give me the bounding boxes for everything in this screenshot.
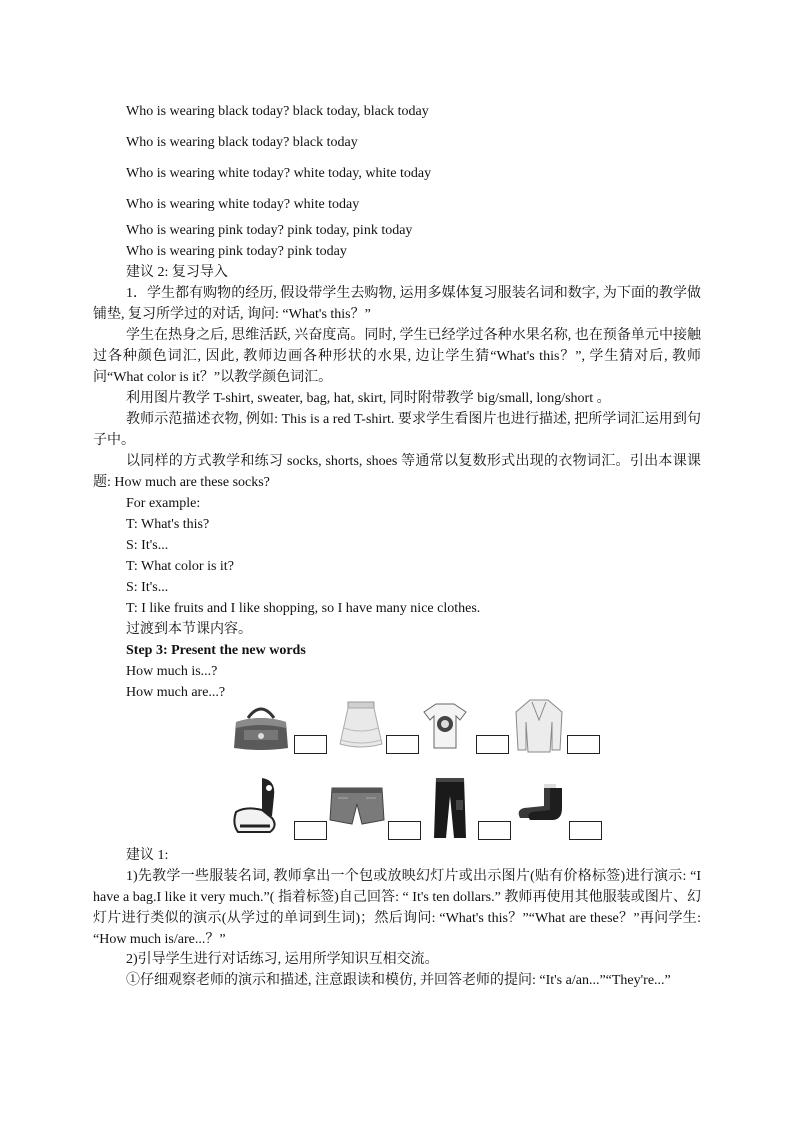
paragraph: 利用图片教学 T-shirt, sweater, bag, hat, skirt, 同时附带教学 big/small, long/short 。	[126, 391, 611, 406]
socks-image	[514, 782, 566, 822]
how-much-line: How much are...?	[126, 685, 226, 700]
shoes-image	[232, 776, 288, 838]
price-box[interactable]	[476, 735, 509, 754]
dialogue-line: Who is wearing white today? white today, white today	[126, 166, 432, 181]
price-box[interactable]	[569, 821, 602, 840]
shorts-image	[328, 786, 386, 826]
bag-image	[232, 700, 290, 752]
example-line: T: What's this?	[126, 517, 210, 532]
step-heading: Step 3: Present the new words	[126, 643, 306, 658]
example-line: S: It's...	[126, 538, 169, 553]
clothing-row-2	[226, 774, 606, 844]
t-shirt-image	[422, 702, 468, 750]
transition-text: 过渡到本节课内容。	[126, 622, 252, 637]
suggestion-heading: 建议 2: 复习导入	[126, 265, 228, 280]
paragraph: 1．学生都有购物的经历, 假设带学生去购物, 运用多媒体复习服装名词和数字, 为下面的教学做铺垫, 复习所学过的对话, 询问: “What's this？”	[93, 286, 701, 322]
dialogue-line: Who is wearing pink today? pink today, pink today	[126, 223, 413, 238]
suggestion-heading: 建议 1:	[126, 848, 169, 863]
dialogue-line: Who is wearing white today? white today	[126, 197, 360, 212]
clothing-row-1	[226, 698, 606, 758]
sweater-image	[514, 698, 564, 754]
example-line: For example:	[126, 496, 201, 511]
price-box[interactable]	[567, 735, 600, 754]
example-line: S: It's...	[126, 580, 169, 595]
dialogue-line: Who is wearing black today? black today, black today	[126, 104, 429, 119]
price-box[interactable]	[388, 821, 421, 840]
paragraph: 学生在热身之后, 思维活跃, 兴奋度高。同时, 学生已经学过各种水果名称, 也在预备单元中接触过各种颜色词汇, 因此, 教师边画各种形状的水果, 边让学生猜“What's this？”, 学生猜对后, 教师问“What color is it？”以教学颜色词汇。	[93, 328, 701, 385]
dialogue-line: Who is wearing pink today? pink today	[126, 244, 347, 259]
paragraph: 2)引导学生进行对话练习, 运用所学知识互相交流。	[126, 952, 439, 967]
dialogue-line: Who is wearing black today? black today	[126, 135, 358, 150]
example-line: T: What color is it?	[126, 559, 234, 574]
paragraph: ①仔细观察老师的演示和描述, 注意跟读和模仿, 并回答老师的提问: “It's a/an...”“They're...”	[126, 973, 671, 988]
price-box[interactable]	[386, 735, 419, 754]
paragraph: 以同样的方式教学和练习 socks, shorts, shoes 等通常以复数形式出现的衣物词汇。引出本课课题: How much are these socks?	[93, 454, 701, 490]
price-box[interactable]	[478, 821, 511, 840]
example-line: T: I like fruits and I like shopping, so I have many nice clothes.	[126, 601, 481, 616]
paragraph: 1)先教学一些服装名词, 教师拿出一个包或放映幻灯片或出示图片(贴有价格标签)进行演示: “I have a bag.I like it very much.”( 指着标签)自己回答: “ It's ten dollars.” 教师再使用其他服装或图片、幻灯片进行类似的演示(从学过的单词到生词)；然后询问: “What's this？”“What are these？”再问学生: “How much is/are...？”	[93, 869, 701, 947]
paragraph: 教师示范描述衣物, 例如: This is a red T-shirt. 要求学生看图片也进行描述, 把所学词汇运用到句子中。	[93, 412, 701, 448]
price-box[interactable]	[294, 821, 327, 840]
pants-image	[432, 776, 468, 840]
how-much-line: How much is...?	[126, 664, 218, 679]
skirt-image	[338, 700, 384, 752]
price-box[interactable]	[294, 735, 327, 754]
